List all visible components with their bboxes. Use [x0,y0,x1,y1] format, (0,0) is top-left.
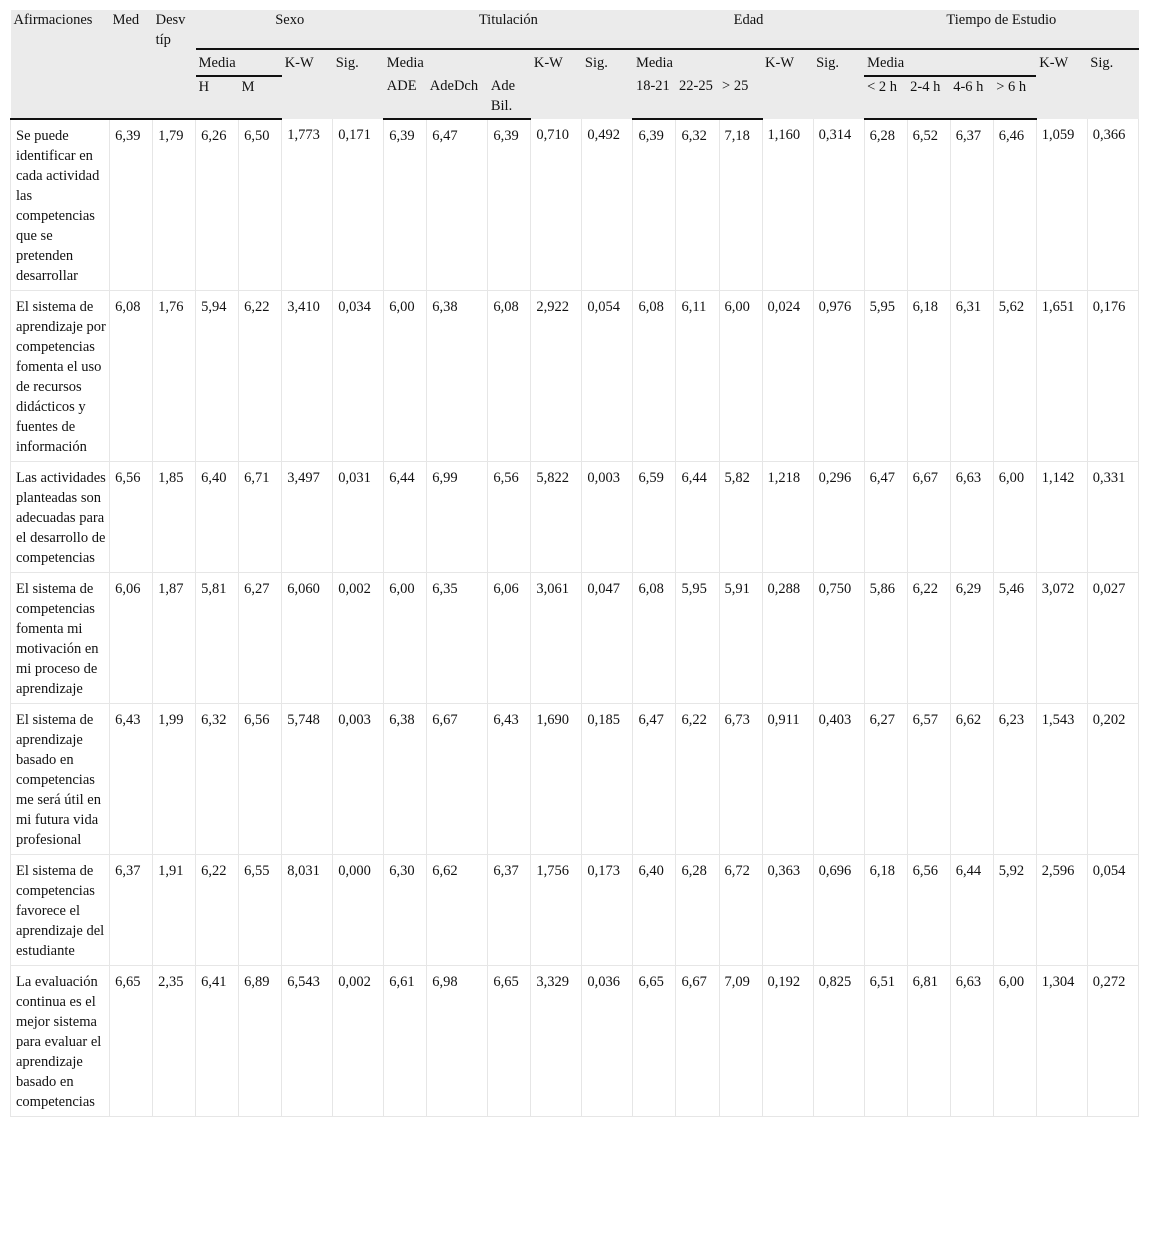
row-value: 0,296 [813,462,864,573]
row-value: 0,027 [1087,573,1138,704]
row-value: 6,89 [239,966,282,1117]
header-afirmaciones: Afirmaciones [11,10,110,119]
tiempo-kw: K-W [1036,49,1087,119]
edad-sig: Sig. [813,49,864,119]
row-value: 0,272 [1087,966,1138,1117]
row-value: 0,911 [762,704,813,855]
row-value: 6,56 [907,855,950,966]
row-value: 5,92 [993,855,1036,966]
row-value: 6,71 [239,462,282,573]
tiempo-col-gt6: > 6 h [993,76,1036,119]
row-value: 0,750 [813,573,864,704]
row-value: 3,329 [531,966,582,1117]
row-value: 6,08 [110,291,153,462]
row-value: 0,403 [813,704,864,855]
row-value: 6,39 [488,119,531,291]
row-value: 0,047 [582,573,633,704]
table-row [11,119,1139,291]
row-value: 1,756 [531,855,582,966]
table-row [11,704,1139,855]
row-value: 0,054 [582,291,633,462]
group-sexo: Sexo [196,10,384,49]
row-value: 3,410 [282,291,333,462]
edad-col-18-21: 18-21 [633,76,676,119]
row-value: 5,822 [531,462,582,573]
row-value: 6,62 [427,855,488,966]
row-value: 0,034 [333,291,384,462]
results-table [10,10,1139,1117]
tiempo-col-lt2: < 2 h [864,76,907,119]
sexo-col-h: H [196,76,239,119]
row-value: 6,08 [633,573,676,704]
row-value: 6,06 [110,573,153,704]
tiempo-col-2-4: 2-4 h [907,76,950,119]
row-value: 5,94 [196,291,239,462]
row-value: 0,202 [1087,704,1138,855]
row-value: 0,185 [582,704,633,855]
row-value: 6,22 [676,704,719,855]
row-value: 6,28 [676,855,719,966]
row-value: 6,57 [907,704,950,855]
row-value: 7,18 [719,119,762,291]
row-value: 1,304 [1036,966,1087,1117]
row-statement: El sistema de competencias fomenta mi motivación en mi proceso de aprendizaje [11,573,110,704]
row-value: 6,39 [110,119,153,291]
row-value: 2,922 [531,291,582,462]
row-value: 0,003 [333,704,384,855]
row-value: 5,91 [719,573,762,704]
row-value: 6,59 [633,462,676,573]
row-value: 6,37 [488,855,531,966]
row-value: 6,99 [427,462,488,573]
row-value: 6,47 [427,119,488,291]
row-value: 6,08 [488,291,531,462]
row-value: 0,176 [1087,291,1138,462]
row-value: 6,37 [950,119,993,291]
row-value: 8,031 [282,855,333,966]
row-value: 6,44 [384,462,427,573]
row-value: 6,30 [384,855,427,966]
row-value: 5,95 [676,573,719,704]
row-value: 6,23 [993,704,1036,855]
tiempo-media: Media [864,49,1036,76]
row-value: 6,63 [950,462,993,573]
row-value: 6,26 [196,119,239,291]
row-value: 6,29 [950,573,993,704]
row-value: 7,09 [719,966,762,1117]
row-value: 0,288 [762,573,813,704]
tiempo-sig: Sig. [1087,49,1138,119]
table-row [11,291,1139,462]
row-value: 6,65 [633,966,676,1117]
row-value: 1,690 [531,704,582,855]
titulacion-media: Media [384,49,531,76]
row-value: 0,696 [813,855,864,966]
row-value: 6,47 [864,462,907,573]
titulacion-col-ade: ADE [384,76,427,119]
table-body [11,119,1139,1117]
row-value: 0,825 [813,966,864,1117]
row-value: 1,99 [153,704,196,855]
row-value: 6,00 [993,462,1036,573]
row-value: 6,56 [488,462,531,573]
row-value: 1,76 [153,291,196,462]
edad-kw: K-W [762,49,813,119]
row-value: 6,65 [488,966,531,1117]
row-value: 6,060 [282,573,333,704]
row-value: 1,87 [153,573,196,704]
row-value: 0,331 [1087,462,1138,573]
row-value: 1,059 [1036,119,1087,291]
tiempo-col-4-6: 4-6 h [950,76,993,119]
row-value: 6,38 [384,704,427,855]
row-statement: Se puede identificar en cada actividad las competencias que se pretenden desarrollar [11,119,110,291]
row-value: 6,81 [907,966,950,1117]
row-value: 0,002 [333,573,384,704]
row-value: 6,39 [633,119,676,291]
titulacion-col-adebil: Ade Bil. [488,76,531,119]
edad-col-22-25: 22-25 [676,76,719,119]
row-value: 2,596 [1036,855,1087,966]
group-tiempo: Tiempo de Estudio [864,10,1138,49]
edad-col-25plus: > 25 [719,76,762,119]
group-edad: Edad [633,10,864,49]
row-value: 0,366 [1087,119,1138,291]
row-value: 3,072 [1036,573,1087,704]
row-value: 3,497 [282,462,333,573]
row-value: 5,81 [196,573,239,704]
row-value: 5,46 [993,573,1036,704]
header-desv: Desv típ [153,10,196,119]
titulacion-col-adedch: AdeDch [427,76,488,119]
row-value: 0,192 [762,966,813,1117]
row-value: 6,44 [676,462,719,573]
row-value: 6,28 [864,119,907,291]
row-value: 5,62 [993,291,1036,462]
row-value: 6,55 [239,855,282,966]
row-value: 6,00 [384,573,427,704]
row-value: 6,41 [196,966,239,1117]
row-value: 0,363 [762,855,813,966]
row-value: 0,314 [813,119,864,291]
row-value: 6,47 [633,704,676,855]
row-value: 6,11 [676,291,719,462]
row-value: 6,43 [488,704,531,855]
row-value: 6,18 [864,855,907,966]
header-med: Med [110,10,153,119]
table-row [11,573,1139,704]
row-value: 6,00 [719,291,762,462]
row-value: 6,73 [719,704,762,855]
row-statement: Las actividades planteadas son adecuadas para el desarrollo de competencias [11,462,110,573]
row-value: 0,054 [1087,855,1138,966]
row-statement: El sistema de aprendizaje basado en competencias me será útil en mi futura vida profesional [11,704,110,855]
row-value: 6,50 [239,119,282,291]
row-value: 0,036 [582,966,633,1117]
table-row [11,462,1139,573]
row-value: 6,72 [719,855,762,966]
row-value: 6,27 [864,704,907,855]
titulacion-sig: Sig. [582,49,633,119]
table-header [11,10,1139,119]
row-statement: El sistema de competencias favorece el aprendizaje del estudiante [11,855,110,966]
row-value: 6,56 [110,462,153,573]
row-value: 6,67 [427,704,488,855]
row-value: 6,18 [907,291,950,462]
row-value: 0,173 [582,855,633,966]
group-titulacion: Titulación [384,10,633,49]
row-statement: El sistema de aprendizaje por competencias fomenta el uso de recursos didácticos y fuentes de información [11,291,110,462]
row-value: 5,748 [282,704,333,855]
sexo-col-m: M [239,76,282,119]
row-value: 6,44 [950,855,993,966]
row-value: 6,40 [633,855,676,966]
row-value: 6,22 [239,291,282,462]
row-value: 6,61 [384,966,427,1117]
row-value: 6,31 [950,291,993,462]
sexo-kw: K-W [282,49,333,119]
sexo-sig: Sig. [333,49,384,119]
row-value: 6,35 [427,573,488,704]
row-value: 6,67 [676,966,719,1117]
row-value: 0,031 [333,462,384,573]
table-row [11,855,1139,966]
row-value: 6,52 [907,119,950,291]
row-value: 6,08 [633,291,676,462]
row-value: 1,142 [1036,462,1087,573]
row-value: 6,00 [384,291,427,462]
row-value: 1,91 [153,855,196,966]
table-row [11,966,1139,1117]
row-value: 6,43 [110,704,153,855]
row-value: 6,06 [488,573,531,704]
row-value: 1,85 [153,462,196,573]
row-value: 1,79 [153,119,196,291]
row-value: 6,00 [993,966,1036,1117]
row-value: 0,492 [582,119,633,291]
row-value: 2,35 [153,966,196,1117]
row-value: 1,543 [1036,704,1087,855]
row-value: 6,37 [110,855,153,966]
row-value: 6,543 [282,966,333,1117]
row-value: 3,061 [531,573,582,704]
row-value: 0,000 [333,855,384,966]
row-value: 1,218 [762,462,813,573]
sexo-media: Media [196,49,282,76]
row-value: 5,95 [864,291,907,462]
row-value: 6,22 [907,573,950,704]
row-value: 6,98 [427,966,488,1117]
row-value: 5,86 [864,573,907,704]
row-value: 6,63 [950,966,993,1117]
row-value: 0,002 [333,966,384,1117]
row-value: 5,82 [719,462,762,573]
row-value: 6,46 [993,119,1036,291]
titulacion-kw: K-W [531,49,582,119]
row-value: 1,160 [762,119,813,291]
row-value: 6,62 [950,704,993,855]
row-value: 0,171 [333,119,384,291]
row-value: 6,38 [427,291,488,462]
row-statement: La evaluación continua es el mejor sistema para evaluar el aprendizaje basado en competencias [11,966,110,1117]
row-value: 0,003 [582,462,633,573]
row-value: 6,32 [196,704,239,855]
row-value: 6,39 [384,119,427,291]
row-value: 0,976 [813,291,864,462]
row-value: 0,710 [531,119,582,291]
row-value: 6,56 [239,704,282,855]
row-value: 6,51 [864,966,907,1117]
row-value: 6,27 [239,573,282,704]
row-value: 6,32 [676,119,719,291]
row-value: 1,773 [282,119,333,291]
row-value: 6,22 [196,855,239,966]
row-value: 6,67 [907,462,950,573]
edad-media: Media [633,49,762,76]
row-value: 1,651 [1036,291,1087,462]
row-value: 0,024 [762,291,813,462]
row-value: 6,40 [196,462,239,573]
row-value: 6,65 [110,966,153,1117]
